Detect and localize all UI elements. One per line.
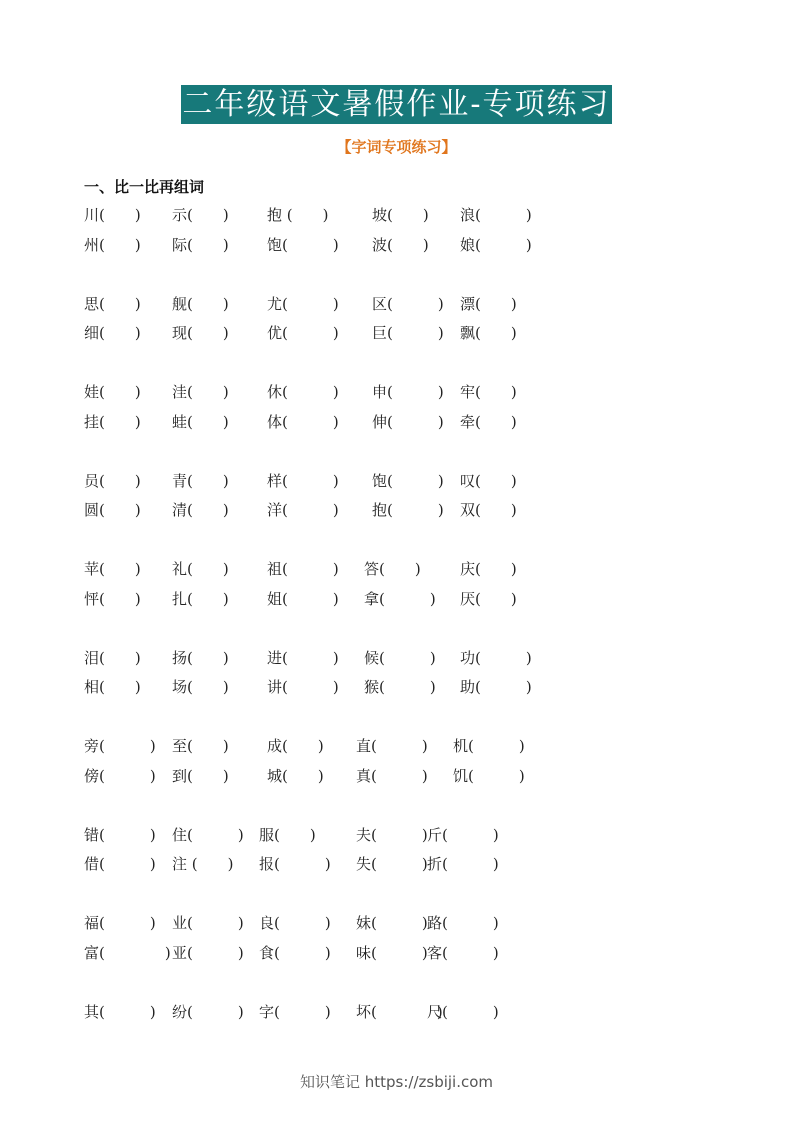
word-blank-item[interactable]: 怦( ) bbox=[84, 589, 141, 608]
word-blank-item[interactable]: 清( ) bbox=[172, 501, 229, 519]
word-blank-item[interactable]: 食( ) bbox=[259, 943, 331, 962]
word-row bbox=[84, 322, 564, 352]
word-blank-item[interactable]: 味( ) bbox=[356, 943, 428, 962]
word-blank-item[interactable]: 折( ) bbox=[427, 855, 499, 873]
word-blank-item[interactable]: 饱( ) bbox=[372, 471, 444, 490]
word-blank-item[interactable]: 成( ) bbox=[267, 737, 324, 755]
word-blank-item[interactable]: 泪( ) bbox=[84, 648, 141, 667]
word-blank-item[interactable]: 相( ) bbox=[84, 678, 141, 696]
word-blank-item[interactable]: 波( ) bbox=[372, 235, 429, 254]
word-blank-item[interactable]: 路( ) bbox=[427, 914, 499, 932]
word-blank-item[interactable]: 圆( ) bbox=[84, 501, 141, 519]
word-blank-item[interactable]: 细( ) bbox=[84, 324, 141, 342]
word-blank-item[interactable]: 扎( ) bbox=[172, 589, 229, 608]
word-blank-item[interactable]: 客( ) bbox=[427, 943, 499, 962]
word-row bbox=[84, 647, 564, 677]
word-blank-item[interactable]: 州( ) bbox=[84, 235, 141, 254]
word-blank-item[interactable]: 城( ) bbox=[267, 766, 324, 785]
word-blank-item[interactable]: 讲( ) bbox=[267, 678, 339, 696]
word-blank-item[interactable]: 祖( ) bbox=[267, 560, 339, 578]
word-blank-item[interactable]: 坏( ) bbox=[356, 1002, 443, 1021]
word-blank-item[interactable]: 苹( ) bbox=[84, 560, 141, 578]
word-row bbox=[84, 558, 564, 588]
exercise-area bbox=[84, 204, 564, 1060]
word-row bbox=[84, 411, 564, 441]
word-blank-item[interactable]: 姐( ) bbox=[267, 589, 339, 608]
word-group bbox=[84, 558, 564, 617]
word-blank-item[interactable]: 体( ) bbox=[267, 412, 339, 431]
word-blank-item[interactable]: 报( ) bbox=[259, 855, 331, 873]
word-row bbox=[84, 676, 564, 706]
word-group bbox=[84, 204, 564, 263]
word-blank-item[interactable]: 候( ) bbox=[364, 648, 436, 667]
word-blank-item[interactable]: 双( ) bbox=[460, 501, 517, 519]
word-blank-item[interactable]: 进( ) bbox=[267, 648, 339, 667]
word-blank-item[interactable]: 饱( ) bbox=[267, 235, 339, 254]
word-blank-item[interactable]: 优( ) bbox=[267, 324, 339, 342]
footer-text: 知识笔记 https://zsbiji.com bbox=[299, 1073, 494, 1091]
word-blank-item[interactable]: 抱( ) bbox=[372, 501, 444, 519]
word-group bbox=[84, 293, 564, 352]
word-blank-item[interactable]: 妹( ) bbox=[356, 914, 428, 932]
word-blank-item[interactable]: 牢( ) bbox=[460, 383, 517, 401]
word-blank-item[interactable]: 庆( ) bbox=[460, 560, 517, 578]
word-row bbox=[84, 381, 564, 411]
word-row bbox=[84, 735, 564, 765]
subtitle: 【字词专项练习】 bbox=[336, 138, 457, 156]
word-row bbox=[84, 942, 564, 972]
word-group bbox=[84, 381, 564, 440]
word-row bbox=[84, 588, 564, 618]
word-row bbox=[84, 912, 564, 942]
word-blank-item[interactable]: 叹( ) bbox=[460, 471, 517, 490]
word-blank-item[interactable]: 舰( ) bbox=[172, 294, 229, 313]
word-blank-item[interactable]: 服( ) bbox=[259, 825, 316, 844]
word-blank-item[interactable]: 浪( ) bbox=[460, 206, 532, 224]
word-blank-item[interactable]: 青( ) bbox=[172, 471, 229, 490]
word-blank-item[interactable]: 扬( ) bbox=[172, 648, 229, 667]
word-blank-item[interactable]: 功( ) bbox=[460, 648, 532, 667]
word-blank-item[interactable]: 洋( ) bbox=[267, 501, 339, 519]
word-row bbox=[84, 824, 564, 854]
word-blank-item[interactable]: 饥( ) bbox=[453, 766, 525, 785]
word-blank-item[interactable]: 猴( ) bbox=[364, 678, 436, 696]
word-blank-item[interactable]: 娃( ) bbox=[84, 383, 141, 401]
word-blank-item[interactable]: 机( ) bbox=[453, 737, 525, 755]
word-row bbox=[84, 1001, 564, 1031]
word-blank-item[interactable]: 真( ) bbox=[356, 766, 428, 785]
word-blank-item[interactable]: 字( ) bbox=[259, 1002, 331, 1021]
word-blank-item[interactable]: 礼( ) bbox=[172, 560, 229, 578]
word-group bbox=[84, 824, 564, 883]
word-blank-item[interactable]: 亚( ) bbox=[172, 943, 244, 962]
word-blank-item[interactable]: 娘( ) bbox=[460, 235, 532, 254]
word-blank-item[interactable]: 伸( ) bbox=[372, 412, 444, 431]
word-blank-item[interactable]: 休( ) bbox=[267, 383, 339, 401]
word-blank-item[interactable]: 巨( ) bbox=[372, 324, 444, 342]
word-blank-item[interactable]: 抱 ( ) bbox=[267, 206, 329, 224]
word-blank-item[interactable]: 场( ) bbox=[172, 678, 229, 696]
word-blank-item[interactable]: 拿( ) bbox=[364, 589, 436, 608]
word-blank-item[interactable]: 现( ) bbox=[172, 324, 229, 342]
word-blank-item[interactable]: 纷( ) bbox=[172, 1002, 244, 1021]
word-row bbox=[84, 765, 564, 795]
word-blank-item[interactable]: 尤( ) bbox=[267, 294, 339, 313]
word-blank-item[interactable]: 洼( ) bbox=[172, 383, 229, 401]
word-blank-item[interactable]: 川( ) bbox=[84, 206, 141, 224]
word-blank-item[interactable]: 尺( ) bbox=[427, 1002, 499, 1021]
word-row bbox=[84, 234, 564, 264]
section-heading: 一、比一比再组词 bbox=[84, 178, 205, 196]
word-blank-item[interactable]: 旁( ) bbox=[84, 737, 156, 755]
word-blank-item[interactable]: 助( ) bbox=[460, 678, 532, 696]
word-blank-item[interactable]: 蛙( ) bbox=[172, 412, 229, 431]
word-blank-item[interactable]: 坡( ) bbox=[372, 206, 429, 224]
word-blank-item[interactable]: 住( ) bbox=[172, 825, 244, 844]
word-group bbox=[84, 1001, 564, 1031]
word-group bbox=[84, 647, 564, 706]
word-blank-item[interactable]: 借( ) bbox=[84, 855, 156, 873]
word-blank-item[interactable]: 到( ) bbox=[172, 766, 229, 785]
word-blank-item[interactable]: 失( ) bbox=[356, 855, 428, 873]
word-blank-item[interactable]: 至( ) bbox=[172, 737, 229, 755]
word-blank-item[interactable]: 傍( ) bbox=[84, 766, 156, 785]
page-title: 二年级语文暑假作业-专项练习 bbox=[182, 87, 611, 122]
word-blank-item[interactable]: 业( ) bbox=[172, 914, 244, 932]
word-blank-item[interactable]: 漂( ) bbox=[460, 294, 517, 313]
word-blank-item[interactable]: 注 ( ) bbox=[172, 855, 234, 873]
word-blank-item[interactable]: 区( ) bbox=[372, 294, 444, 313]
word-blank-item[interactable]: 员( ) bbox=[84, 471, 141, 490]
word-blank-item[interactable]: 夫( ) bbox=[356, 825, 428, 844]
word-group bbox=[84, 912, 564, 971]
word-blank-item[interactable]: 申( ) bbox=[372, 383, 444, 401]
word-row bbox=[84, 853, 564, 883]
word-blank-item[interactable]: 福( ) bbox=[84, 914, 156, 932]
word-blank-item[interactable]: 富( ) bbox=[84, 943, 171, 962]
word-blank-item[interactable]: 牵( ) bbox=[460, 412, 517, 431]
word-blank-item[interactable]: 样( ) bbox=[267, 471, 339, 490]
word-row bbox=[84, 293, 564, 323]
word-blank-item[interactable]: 良( ) bbox=[259, 914, 331, 932]
word-blank-item[interactable]: 错( ) bbox=[84, 825, 156, 844]
word-blank-item[interactable]: 示( ) bbox=[172, 206, 229, 224]
word-blank-item[interactable]: 飘( ) bbox=[460, 324, 517, 342]
word-blank-item[interactable]: 斤( ) bbox=[427, 825, 499, 844]
word-row bbox=[84, 470, 564, 500]
word-row bbox=[84, 499, 564, 529]
word-group bbox=[84, 470, 564, 529]
word-blank-item[interactable]: 其( ) bbox=[84, 1002, 156, 1021]
word-group bbox=[84, 735, 564, 794]
word-blank-item[interactable]: 答( ) bbox=[364, 560, 421, 578]
word-blank-item[interactable]: 厌( ) bbox=[460, 589, 517, 608]
word-blank-item[interactable]: 挂( ) bbox=[84, 412, 141, 431]
word-blank-item[interactable]: 际( ) bbox=[172, 235, 229, 254]
word-row bbox=[84, 204, 564, 234]
word-blank-item[interactable]: 思( ) bbox=[84, 294, 141, 313]
word-blank-item[interactable]: 直( ) bbox=[356, 737, 428, 755]
